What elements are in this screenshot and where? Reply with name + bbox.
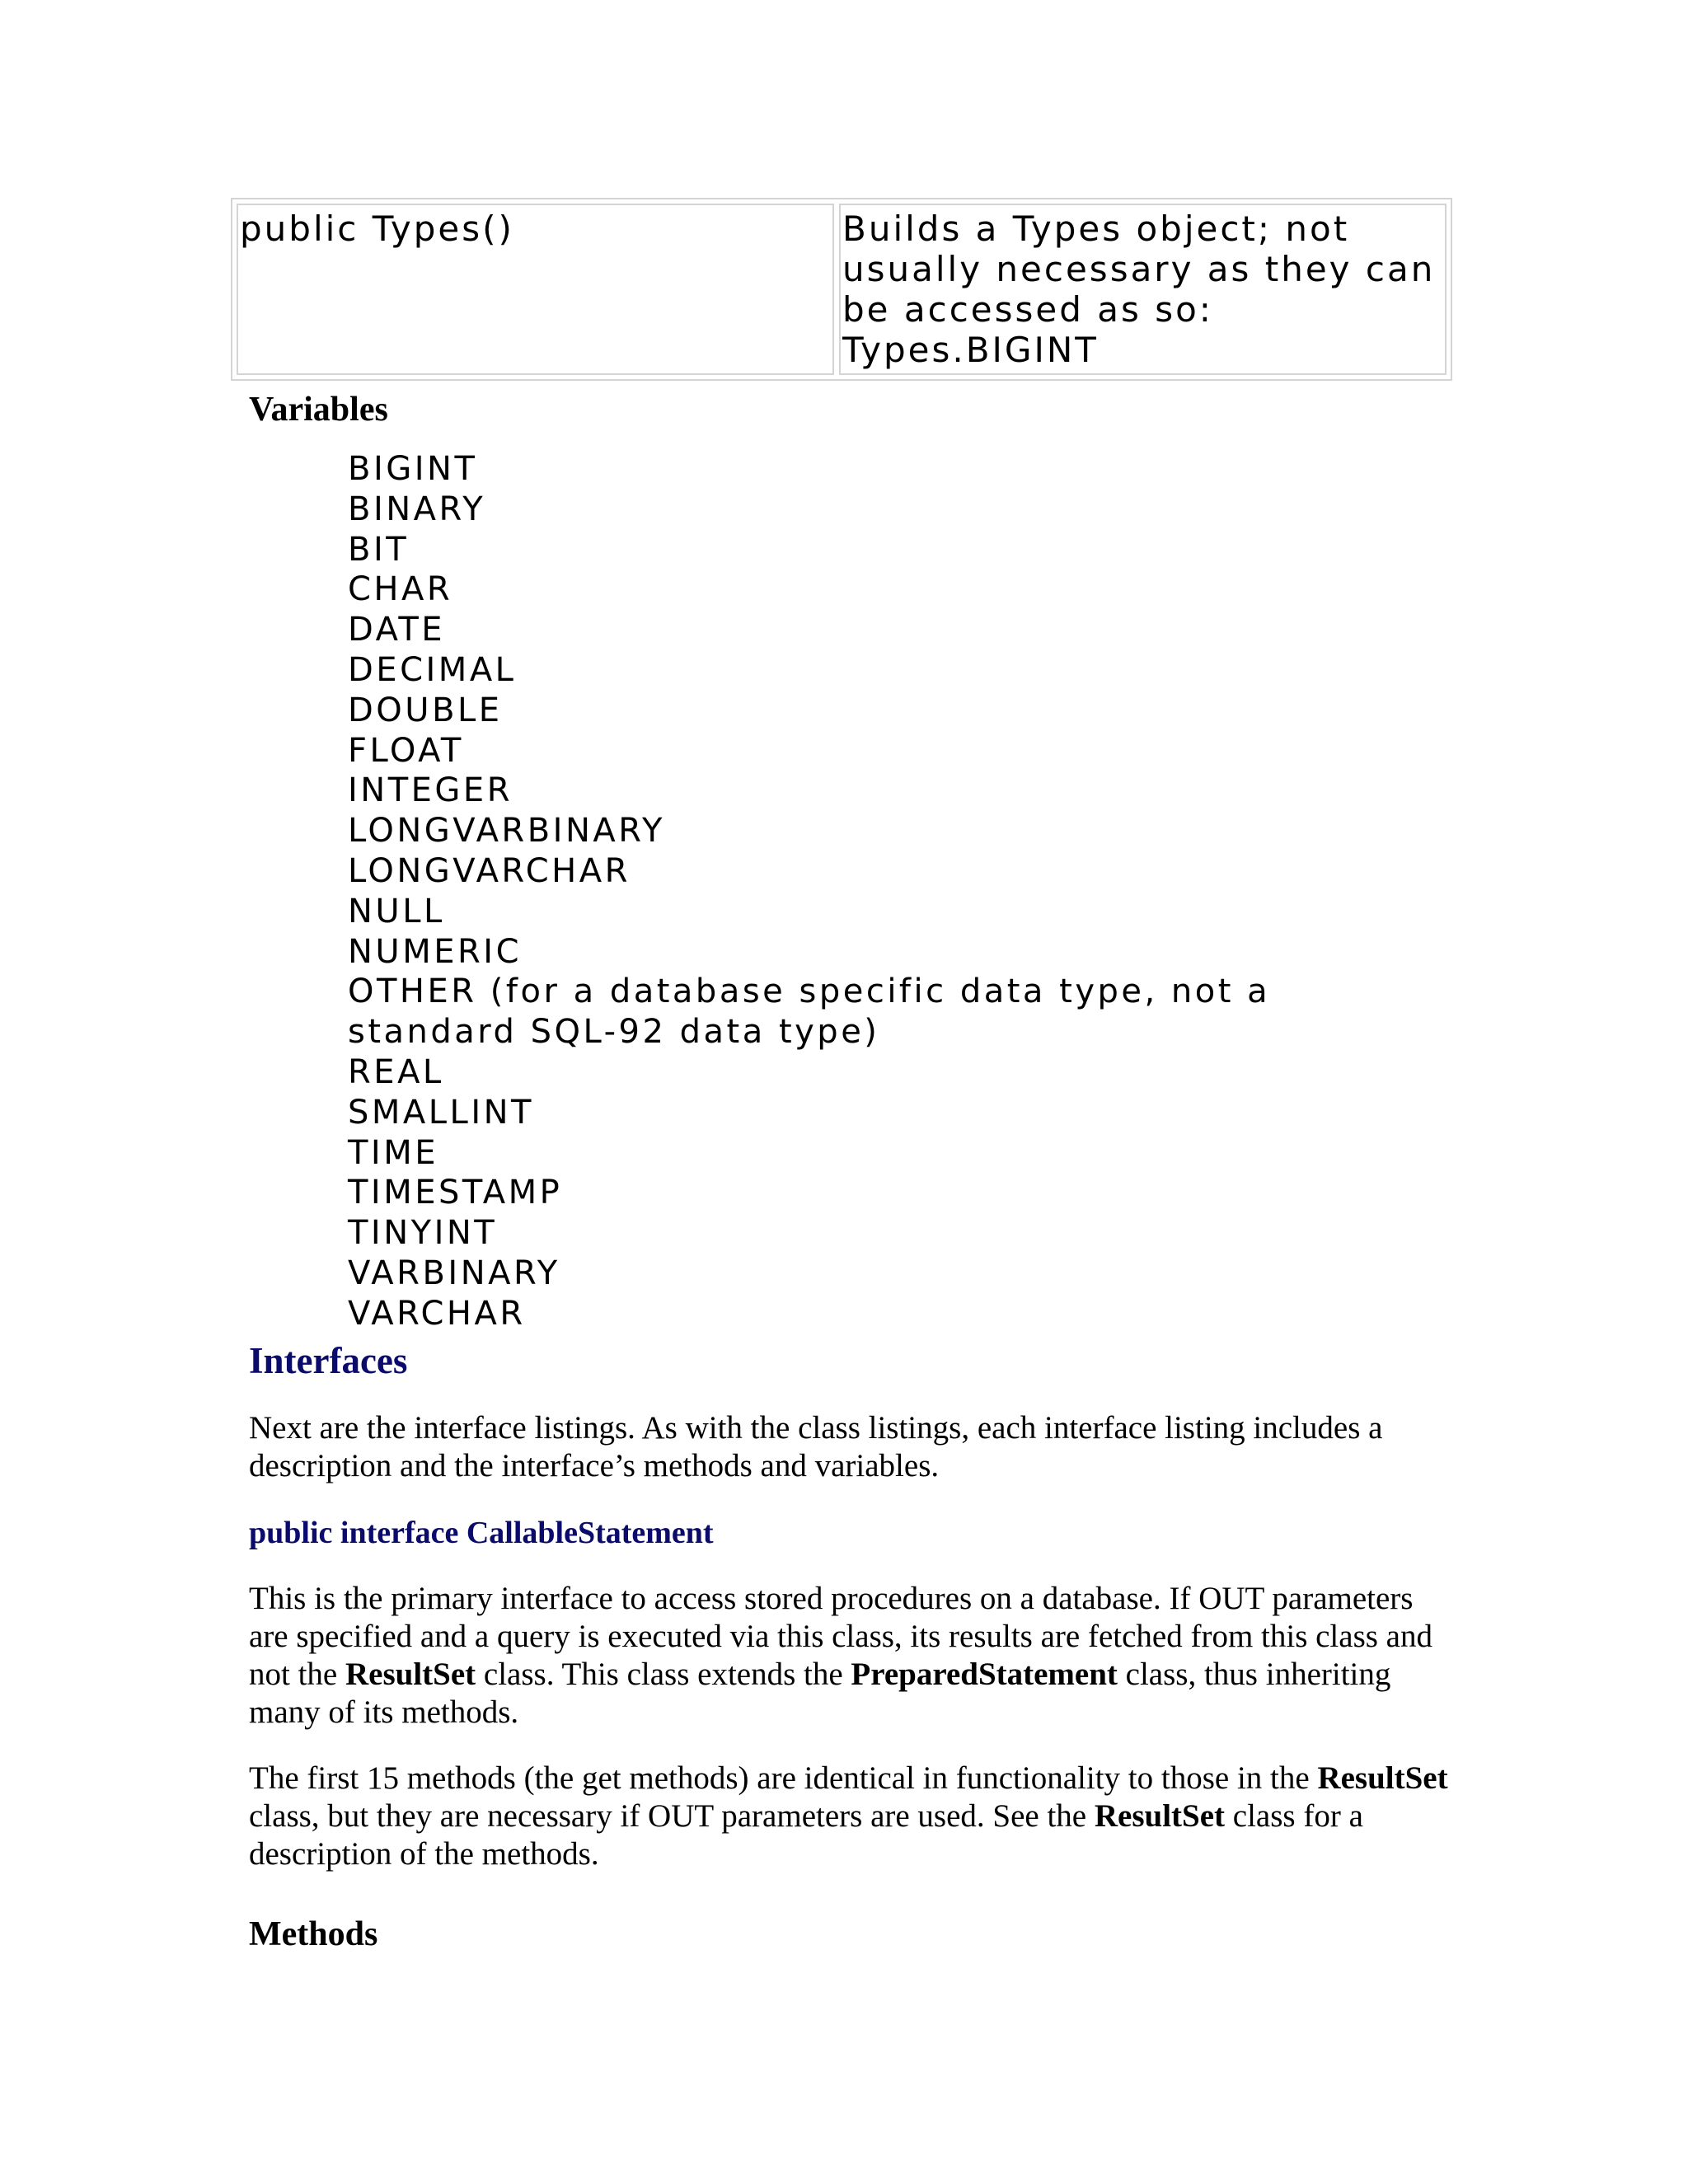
methods-heading: Methods	[249, 1915, 378, 1953]
constructor-signature: public Types()	[240, 209, 514, 249]
variables-heading: Variables	[249, 391, 388, 429]
interfaces-intro-paragraph: Next are the interface listings. As with the class listings, each interface listing includes a description and the interface’s methods and variables.	[249, 1410, 1383, 1483]
callable-statement-heading: public interface CallableStatement	[249, 1516, 714, 1550]
variable-item: TINYINT	[348, 1214, 498, 1253]
p2-resultset-bold-2: ResultSet	[1094, 1798, 1226, 1834]
variable-item: VARBINARY	[348, 1254, 560, 1292]
p2-text-a: The first 15 methods (the get methods) are identical in functionality to those in the	[249, 1760, 1318, 1796]
constructor-description-cell	[839, 204, 1447, 375]
variable-item: FLOAT	[348, 731, 464, 770]
variable-item: LONGVARCHAR	[348, 851, 631, 890]
callable-statement-paragraph-1	[249, 1580, 1452, 1732]
p2-text-c: class, but they are necessary if OUT parameters are used. See the	[249, 1798, 1095, 1834]
variable-item: DECIMAL	[348, 650, 517, 689]
constructor-signature-cell	[237, 204, 834, 375]
variable-item: DOUBLE	[348, 691, 503, 729]
variables-list	[348, 449, 1419, 1334]
variable-item: TIME	[348, 1133, 439, 1172]
variable-item: SMALLINT	[348, 1093, 534, 1132]
constructor-table	[231, 198, 1452, 381]
variable-item: BIT	[348, 530, 410, 569]
variable-item: NUMERIC	[348, 932, 523, 971]
p1-preparedstatement-bold: PreparedStatement	[851, 1657, 1118, 1692]
variable-item: TIMESTAMP	[348, 1174, 563, 1212]
variable-item: VARCHAR	[348, 1294, 526, 1333]
interfaces-heading: Interfaces	[249, 1340, 408, 1381]
variable-item: BIGINT	[348, 450, 478, 488]
p1-resultset-bold: ResultSet	[345, 1657, 476, 1692]
variable-item: OTHER (for a database specific data type, not a standard SQL-92 data type)	[348, 972, 1271, 1052]
variable-item: INTEGER	[348, 771, 513, 810]
variable-item: REAL	[348, 1052, 444, 1091]
p1-text-a: This is the primary interface to access stored procedures on a database. If OUT parameters are specified and a query is executed via this class, its results are fetched from this class and not the	[249, 1581, 1432, 1692]
p2-resultset-bold-1: ResultSet	[1317, 1760, 1448, 1796]
p1-text-e: class, thus inheriting many of its methods.	[249, 1657, 1391, 1730]
variable-item: LONGVARBINARY	[348, 812, 665, 851]
callable-statement-paragraph-2	[249, 1760, 1452, 1873]
p2-text-e: class for a description of the methods.	[249, 1798, 1363, 1872]
variable-item: CHAR	[348, 570, 453, 609]
variable-item: DATE	[348, 611, 446, 649]
constructor-description: Builds a Types object; not usually necessary as they can be accessed as so: Types.BIGINT	[842, 209, 1436, 370]
variable-item: BINARY	[348, 490, 486, 528]
variable-item: NULL	[348, 892, 445, 930]
p1-text-c: class. This class extends the	[476, 1657, 851, 1692]
